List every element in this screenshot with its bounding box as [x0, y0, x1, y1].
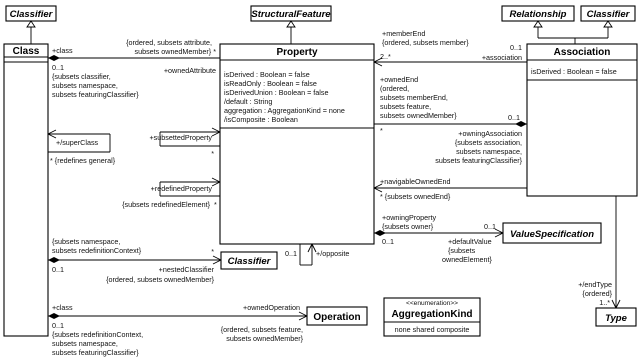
label-subsets-owned-member: subsets ownedMember} * — [134, 47, 216, 56]
type-title: Type — [605, 313, 627, 324]
assoc-nested-classifier — [48, 237, 221, 284]
assoc-end-type — [578, 196, 620, 308]
label-owned-operation: +ownedOperation — [243, 303, 300, 312]
assoc-subsetted-property — [149, 128, 220, 158]
label-subsets-member-end: subsets memberEnd, — [380, 93, 448, 102]
relationship-box — [502, 6, 574, 21]
label-default-value: +defaultValue — [448, 237, 492, 246]
association-attr-is-derived: isDerived : Boolean = false — [531, 67, 617, 76]
label-owned-element: ownedElement} — [442, 255, 492, 264]
assoc-redefined-property — [122, 178, 220, 209]
assoc-navigable-owned-end — [374, 177, 527, 201]
label-one-star: 1..* — [599, 298, 610, 307]
label-subsets-owned-member-3: subsets ownedMember} — [380, 111, 457, 120]
type-box — [596, 308, 636, 326]
property-title: Property — [276, 47, 318, 58]
label-subsets-featuring: subsets featuringClassifier} — [52, 90, 139, 99]
label-subsets-classifier: {subsets classifier, — [52, 72, 111, 81]
label-super-class: +/superClass — [56, 138, 99, 147]
label-star-3: * — [211, 247, 214, 256]
structural-feature-box — [251, 6, 331, 21]
label-subsets-association: {subsets association, — [454, 138, 522, 147]
value-specification-box — [503, 223, 601, 243]
label-member-end-mult: 0..1 — [510, 43, 522, 52]
assoc-opposite — [285, 244, 349, 265]
label-subsets-redefinition-context: subsets redefinitionContext} — [52, 246, 142, 255]
relationship-title: Relationship — [509, 9, 567, 20]
classifier-left-title: Classifier — [9, 9, 53, 20]
property-attr-is-composite: /isComposite : Boolean — [224, 115, 298, 124]
aggregation-kind-literals: none shared composite — [394, 325, 470, 334]
label-subsets-redefined-element: {subsets redefinedElement} — [122, 200, 210, 209]
label-redefines-general: * {redefines general} — [50, 156, 116, 165]
assoc-member-end — [374, 29, 527, 66]
label-subsets-featuring-2: subsets featuringClassifier} — [52, 348, 139, 357]
label-subsets-namespace-3: subsets namespace, — [52, 339, 118, 348]
label-subsets: {subsets — [448, 246, 476, 255]
operation-title: Operation — [313, 312, 361, 323]
label-association-end: +association — [481, 53, 522, 62]
association-title: Association — [553, 47, 611, 58]
label-owned-end-star: * — [380, 126, 383, 135]
label-class-end: +class — [52, 46, 73, 55]
aggregation-kind-title: AggregationKind — [391, 309, 473, 320]
label-ordered-open: (ordered, — [380, 84, 410, 93]
label-op-mult-1: 0..1 — [484, 222, 496, 231]
label-class-mult-2: 0..1 — [52, 321, 64, 330]
assoc-owned-operation — [48, 303, 307, 357]
label-subsets-owned-member-2: subsets ownedMember} — [226, 334, 303, 343]
assoc-owned-end — [374, 75, 527, 165]
property-attr-is-derived-union: isDerivedUnion : Boolean = false — [224, 88, 329, 97]
label-owned-end: +ownedEnd — [380, 75, 419, 84]
classifier-superclass-box-left — [6, 6, 56, 21]
label-nested-classifier: +nestedClassifier — [158, 265, 214, 274]
label-opposite: +/opposite — [316, 249, 350, 258]
label-subsets-feature: subsets feature, — [380, 102, 432, 111]
property-attr-aggregation: aggregation : AggregationKind = none — [224, 106, 345, 115]
label-owned-end-mult: 0..1 — [508, 113, 520, 122]
operation-box — [307, 307, 367, 325]
label-ordered: {ordered} — [582, 289, 612, 298]
label-subsets-namespace-2: {subsets namespace, — [52, 237, 121, 246]
label-star-2: * — [214, 200, 217, 209]
property-attr-is-read-only: isReadOnly : Boolean = false — [224, 79, 317, 88]
label-opposite-mult: 0..1 — [285, 249, 297, 258]
label-star-1: * — [211, 149, 214, 158]
label-subsets-owned-end: * {subsets ownedEnd} — [380, 192, 451, 201]
classifier-superclass-box-right — [581, 6, 635, 21]
label-two-star: 2..* — [380, 52, 391, 61]
label-subsetted-property: +subsettedProperty — [149, 133, 212, 142]
class-title: Class — [12, 46, 40, 57]
label-ordered-subsets-member: {ordered, subsets member} — [382, 38, 469, 47]
property-attr-default: /default : String — [224, 97, 273, 106]
label-op-mult-2: 0..1 — [382, 237, 394, 246]
label-nested-mult: 0..1 — [52, 265, 64, 274]
label-subsets-owner: {subsets owner} — [382, 222, 434, 231]
classifier-nested-box — [221, 252, 277, 269]
label-owning-association: +owningAssociation — [458, 129, 522, 138]
class-box — [4, 44, 48, 336]
label-redefined-property: +redefinedProperty — [150, 184, 212, 193]
label-ordered-subsets-attribute: {ordered, subsets attribute, — [126, 38, 212, 47]
assoc-super-class — [48, 130, 116, 165]
label-class-mult: 0..1 — [52, 63, 64, 72]
aggregation-kind-box — [384, 298, 480, 336]
property-attr-is-derived: isDerived : Boolean = false — [224, 70, 310, 79]
label-navigable-owned-end: +navigableOwnedEnd — [380, 177, 451, 186]
classifier-right-title: Classifier — [586, 9, 630, 20]
assoc-class-owned-attribute — [48, 38, 220, 99]
classifier-nested-title: Classifier — [227, 256, 271, 267]
label-subsets-namespace-4: subsets namespace, — [456, 147, 522, 156]
label-class-end-2: +class — [52, 303, 73, 312]
generalization-class-classifier — [27, 21, 35, 44]
assoc-default-value — [374, 213, 503, 264]
label-subsets-redefinition-context-2: {subsets redefinitionContext, — [52, 330, 144, 339]
label-subsets-featuring-3: subsets featuringClassifier} — [435, 156, 522, 165]
structural-feature-title: StructuralFeature — [251, 9, 331, 20]
label-member-end: +memberEnd — [382, 29, 426, 38]
label-ordered-subsets-feature: {ordered, subsets feature, — [220, 325, 303, 334]
generalization-association — [534, 21, 612, 44]
enumeration-stereotype: <<enumeration>> — [405, 300, 459, 307]
label-subsets-namespace: subsets namespace, — [52, 81, 118, 90]
label-end-type: +/endType — [578, 280, 612, 289]
label-ordered-subsets-owned-member: {ordered, subsets ownedMember} — [106, 275, 214, 284]
label-owning-property: +owningProperty — [382, 213, 437, 222]
property-box — [220, 44, 374, 244]
value-specification-title: ValueSpecification — [509, 229, 595, 240]
label-owned-attribute: +ownedAttribute — [163, 66, 216, 75]
association-box — [527, 44, 637, 196]
generalization-property-structural-feature — [287, 21, 295, 44]
